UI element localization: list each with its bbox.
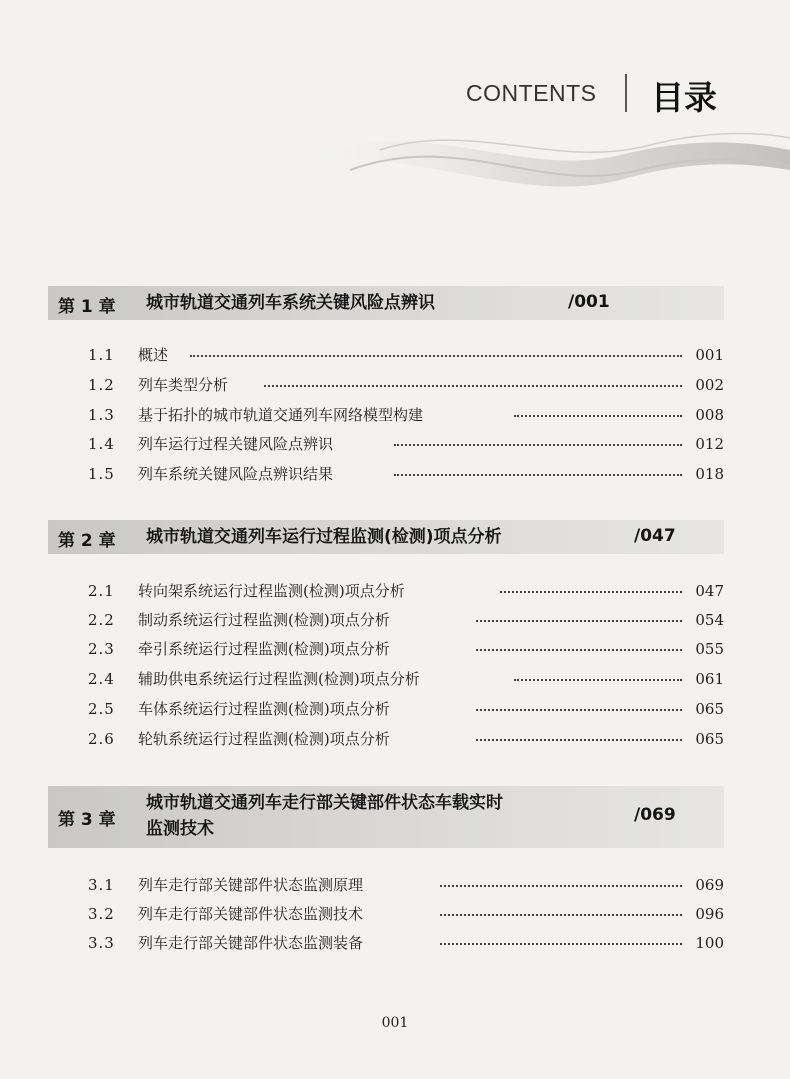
section-page: 001 — [695, 346, 724, 364]
section-title: 列车走行部关键部件状态监测原理 — [138, 876, 364, 894]
toc-entry[interactable] — [88, 902, 724, 926]
leader-dots — [440, 914, 682, 916]
section-title: 列车走行部关键部件状态监测装备 — [138, 934, 364, 952]
leader-dots — [394, 444, 682, 446]
toc-entry[interactable] — [88, 637, 724, 661]
chapter-number: 第 2 章 — [58, 531, 116, 551]
toc-entry[interactable] — [88, 462, 724, 486]
section-number: 1.2 — [88, 376, 115, 394]
toc-entry[interactable] — [88, 873, 724, 897]
section-number: 2.4 — [88, 670, 115, 688]
section-number: 2.2 — [88, 611, 115, 629]
toc-entry[interactable] — [88, 608, 724, 632]
section-number: 3.3 — [88, 934, 115, 952]
section-number: 2.5 — [88, 700, 115, 718]
toc-entry[interactable] — [88, 931, 724, 955]
section-title: 概述 — [138, 346, 169, 364]
toc-entry[interactable] — [88, 667, 724, 691]
chapter-number: 第 3 章 — [58, 810, 116, 830]
section-page: 061 — [695, 670, 724, 688]
section-page: 002 — [695, 376, 724, 394]
section-title: 列车系统关键风险点辨识结果 — [138, 465, 334, 483]
section-number: 2.3 — [88, 640, 115, 658]
toc-entry[interactable] — [88, 579, 724, 603]
section-page: 069 — [695, 876, 724, 894]
section-title: 基于拓扑的城市轨道交通列车网络模型构建 — [138, 406, 424, 424]
section-page: 065 — [695, 700, 724, 718]
section-title: 牵引系统运行过程监测(检测)项点分析 — [138, 640, 390, 658]
section-number: 3.2 — [88, 905, 115, 923]
toc-entry[interactable] — [88, 432, 724, 456]
contents-title-cn: 目录 — [651, 78, 717, 117]
section-title: 列车走行部关键部件状态监测技术 — [138, 905, 364, 923]
page-number: 001 — [381, 1015, 409, 1031]
leader-dots — [476, 739, 682, 741]
leader-dots — [514, 679, 682, 681]
leader-dots — [476, 649, 682, 651]
section-title: 车体系统运行过程监测(检测)项点分析 — [138, 700, 390, 718]
section-number: 3.1 — [88, 876, 115, 894]
leader-dots — [476, 709, 682, 711]
section-page: 054 — [695, 611, 724, 629]
section-number: 2.1 — [88, 582, 115, 600]
chapter-title: 城市轨道交通列车运行过程监测(检测)项点分析 — [146, 527, 502, 547]
leader-dots — [514, 415, 682, 417]
leader-dots — [190, 355, 682, 357]
section-page: 100 — [695, 934, 724, 952]
section-number: 1.5 — [88, 465, 115, 483]
leader-dots — [264, 385, 682, 387]
toc-entry[interactable] — [88, 373, 724, 397]
decorative-wave — [0, 100, 790, 210]
leader-dots — [440, 943, 682, 945]
section-page: 012 — [695, 435, 724, 453]
chapter-title-line-2: 监测技术 — [146, 819, 214, 839]
chapter-title: 城市轨道交通列车系统关键风险点辨识 — [146, 293, 435, 313]
section-title: 转向架系统运行过程监测(检测)项点分析 — [138, 582, 405, 600]
section-title: 列车运行过程关键风险点辨识 — [138, 435, 334, 453]
section-page: 018 — [695, 465, 724, 483]
section-number: 1.4 — [88, 435, 115, 453]
section-number: 1.3 — [88, 406, 115, 424]
section-page: 096 — [695, 905, 724, 923]
section-title: 辅助供电系统运行过程监测(检测)项点分析 — [138, 670, 420, 688]
section-page: 055 — [695, 640, 724, 658]
chapter-number: 第 1 章 — [58, 297, 116, 317]
section-number: 2.6 — [88, 730, 115, 748]
toc-entry[interactable] — [88, 697, 724, 721]
section-page: 047 — [695, 582, 724, 600]
leader-dots — [394, 474, 682, 476]
chapter-1-heading[interactable] — [48, 286, 724, 320]
section-number: 1.1 — [88, 346, 115, 364]
chapter-page: /001 — [568, 292, 610, 312]
toc-entry[interactable] — [88, 403, 724, 427]
chapter-page: /069 — [634, 805, 676, 825]
section-title: 列车类型分析 — [138, 376, 229, 394]
chapter-3-heading[interactable] — [48, 786, 724, 848]
leader-dots — [500, 591, 682, 593]
chapter-title-line-1: 城市轨道交通列车走行部关键部件状态车载实时 — [146, 793, 503, 813]
toc-entry[interactable] — [88, 727, 724, 751]
leader-dots — [440, 885, 682, 887]
leader-dots — [476, 620, 682, 622]
chapter-2-heading[interactable] — [48, 520, 724, 554]
toc-entry[interactable] — [88, 343, 724, 367]
contents-title-en: CONTENTS — [466, 80, 597, 106]
section-title: 轮轨系统运行过程监测(检测)项点分析 — [138, 730, 390, 748]
section-title: 制动系统运行过程监测(检测)项点分析 — [138, 611, 390, 629]
section-page: 008 — [695, 406, 724, 424]
section-page: 065 — [695, 730, 724, 748]
chapter-page: /047 — [634, 526, 676, 546]
